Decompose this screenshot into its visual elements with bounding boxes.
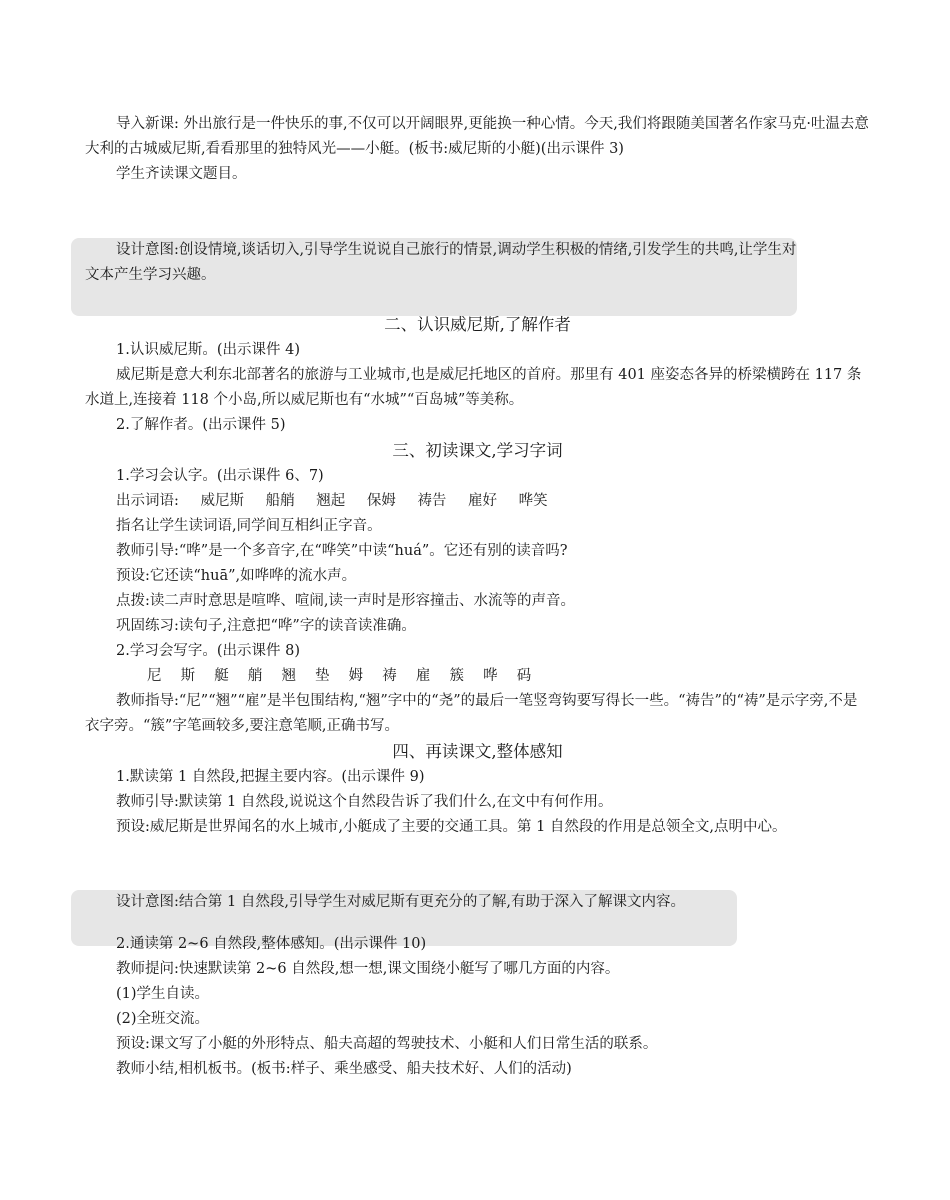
words-label: 出示词语: (116, 493, 179, 509)
section-4-paragraph: 预设:课文写了小艇的外形特点、船夫高超的驾驶技术、小艇和人们日常生活的联系。 (116, 1036, 658, 1052)
section-3-title: 三、初读课文,学习字词 (392, 441, 563, 460)
writing-characters (85, 664, 870, 689)
character: 姆 (348, 668, 364, 684)
character: 哗 (483, 668, 498, 684)
writing-guidance: 教师指导:“尼”“翘”“雇”是半包围结构,“翘”字中的“尧”的最后一笔竖弯钩要写得长一些。“祷告”的“祷”是示字旁,不是衣字旁。“簇”字笔画较多,要注意笔顺,正确书写。 (85, 693, 858, 734)
section-3-paragraph: 预设:它还读“huā”,如哗哗的流水声。 (116, 568, 357, 584)
word: 威尼斯 (200, 493, 244, 509)
section-3-item-2: 2.学习会写字。(出示课件 8) (116, 643, 300, 659)
character: 艇 (214, 668, 229, 684)
character: 码 (516, 668, 532, 684)
character: 簇 (449, 668, 464, 684)
character: 艄 (247, 668, 263, 684)
vocabulary-words (85, 489, 870, 514)
section-3-paragraph: 点拨:读二声时意思是喧哗、喧闹,读一声时是形容撞击、水流等的声音。 (116, 593, 575, 609)
section-4-paragraph: 预设:威尼斯是世界闻名的水上城市,小艇成了主要的交通工具。第 1 自然段的作用是总领全文,点明中心。 (116, 819, 787, 835)
character: 雇 (415, 668, 431, 684)
section-4-title: 四、再读课文,整体感知 (392, 742, 563, 761)
word: 翘起 (316, 493, 346, 509)
section-4-paragraph: 教师引导:默读第 1 自然段,说说这个自然段告诉了我们什么,在文中有何作用。 (116, 794, 613, 810)
intro-read-title: 学生齐读课文题目。 (116, 166, 247, 182)
character: 翘 (281, 668, 296, 684)
character: 祷 (382, 668, 397, 684)
section-2-title: 二、认识威尼斯,了解作者 (384, 315, 571, 334)
section-3-item-1: 1.学习会认字。(出示课件 6、7) (116, 468, 324, 484)
section-4-item-1: 1.默读第 1 自然段,把握主要内容。(出示课件 9) (116, 769, 425, 785)
section-3-paragraph: 巩固练习:读句子,注意把“哗”字的读音读准确。 (116, 618, 416, 634)
word: 哗笑 (518, 493, 548, 509)
word: 保姆 (366, 493, 396, 509)
section-2-item-2: 2.了解作者。(出示课件 5) (116, 417, 286, 433)
section-4-paragraph: (2)全班交流。 (116, 1011, 210, 1027)
section-2-item-1: 1.认识威尼斯。(出示课件 4) (116, 342, 300, 358)
section-4-item-2: 2.通读第 2~6 自然段,整体感知。(出示课件 10) (116, 936, 427, 952)
word: 船艄 (265, 493, 295, 509)
section-4-paragraph: (1)学生自读。 (116, 986, 210, 1002)
design-intent-2: 设计意图:结合第 1 自然段,引导学生对威尼斯有更充分的了解,有助于深入了解课文内容。 (116, 894, 686, 910)
section-3-paragraph: 教师引导:“哗”是一个多音字,在“哗笑”中读“huá”。它还有别的读音吗? (116, 543, 568, 559)
character: 斯 (180, 668, 196, 684)
design-intent-1: 设计意图:创设情境,谈话切入,引导学生说说自己旅行的情景,调动学生积极的情绪,引发学生的共鸣,让学生对文本产生学习兴趣。 (85, 242, 797, 283)
section-4-paragraph: 教师小结,相机板书。(板书:样子、乘坐感受、船夫技术好、人们的活动) (116, 1061, 572, 1077)
character: 垫 (315, 668, 330, 684)
section-3-paragraph: 指名让学生读词语,同学间互相纠正字音。 (116, 518, 382, 534)
word: 雇好 (468, 493, 498, 509)
character: 尼 (147, 668, 162, 684)
section-4-paragraph: 教师提问:快速默读第 2~6 自然段,想一想,课文围绕小艇写了哪几方面的内容。 (116, 961, 620, 977)
document-page (85, 112, 870, 1082)
word: 祷告 (417, 493, 447, 509)
intro-paragraph: 导入新课: 外出旅行是一件快乐的事,不仅可以开阔眼界,更能换一种心情。今天,我们将跟随美国著名作家马克·吐温去意大利的古城威尼斯,看看那里的独特风光——小艇。(板书:威尼斯的小艇)(出示课件 3) (85, 116, 869, 157)
design-intent-box-1 (71, 238, 797, 316)
section-2-venice-text: 威尼斯是意大利东北部著名的旅游与工业城市,也是威尼托地区的首府。那里有 401 座姿态各异的桥梁横跨在 117 条水道上,连接着 118 个小岛,所以威尼斯也有“水城”“百岛城”等美称。 (85, 367, 862, 408)
